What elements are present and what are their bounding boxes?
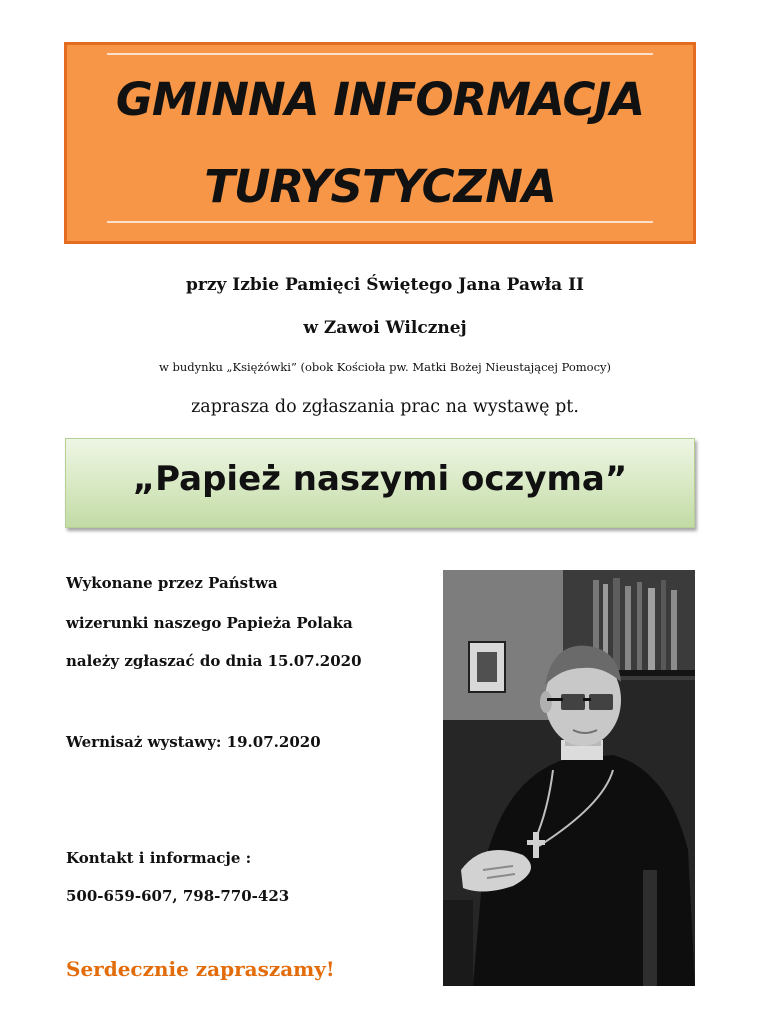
- location-note: w budynku „Księżówki” (obok Kościoła pw. Matki Bożej Nieustającej Pomocy): [158, 360, 612, 374]
- exhibition-title-banner: [65, 438, 695, 528]
- header-bottom-rule: [107, 221, 653, 223]
- subtitle-line1: przy Izbie Pamięci Świętego Jana Pawła II: [185, 275, 584, 295]
- details-deadline: należy zgłaszać do dnia 15.07.2020: [66, 652, 362, 670]
- portrait-illustration: [443, 570, 695, 986]
- header-top-rule: [107, 53, 653, 55]
- closing-text: Serdecznie zapraszamy!: [66, 957, 335, 981]
- details-line1: Wykonane przez Państwa: [66, 574, 278, 592]
- header-title-line2: TURYSTYCZNA: [204, 160, 556, 213]
- header-banner: [64, 42, 696, 244]
- contact-phones: 500-659-607, 798-770-423: [66, 887, 290, 905]
- vernissage-date: Wernisaż wystawy: 19.07.2020: [66, 733, 321, 751]
- contact-label: Kontakt i informacje :: [66, 849, 252, 867]
- exhibition-title: „Papież naszymi oczyma”: [132, 459, 628, 499]
- header-title-line1: GMINNA INFORMACJA: [115, 73, 645, 126]
- invite-text: zaprasza do zgłaszania prac na wystawę pt.: [191, 397, 579, 417]
- details-line2: wizerunki naszego Papieża Polaka: [66, 614, 353, 632]
- subtitle-line2: w Zawoi Wilcznej: [303, 318, 467, 338]
- pope-portrait-photo: [443, 570, 695, 986]
